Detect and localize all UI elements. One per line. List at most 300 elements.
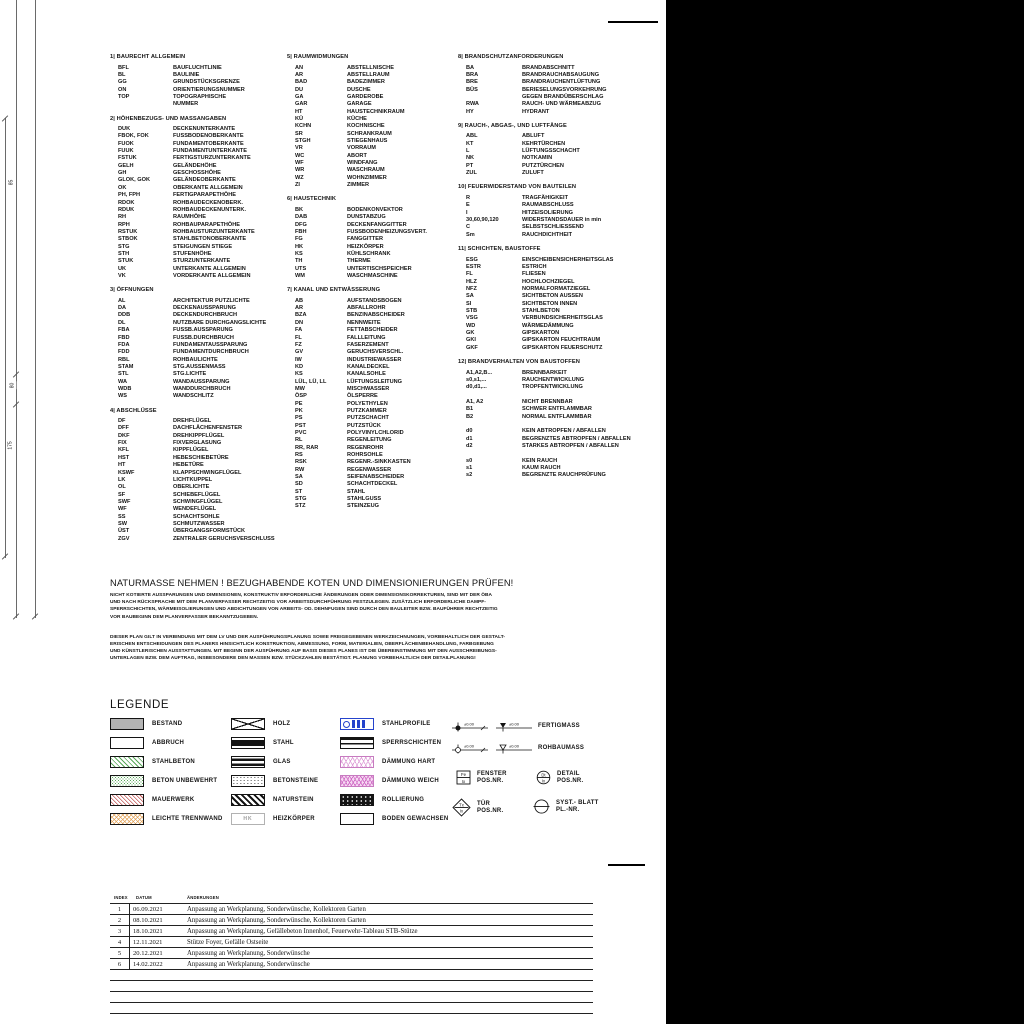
abbrev-row xyxy=(458,443,631,450)
abbrev-code: BA xyxy=(466,64,475,71)
revision-index: 3 xyxy=(110,926,130,936)
abbrev-code: FG xyxy=(295,236,303,243)
legend-item-label: LEICHTE TRENNWAND xyxy=(152,816,223,822)
abbrev-row xyxy=(287,214,458,221)
abbrev-row xyxy=(110,379,287,386)
abbrev-code: GKI xyxy=(466,337,476,344)
revision-row xyxy=(110,904,593,915)
abbrev-row xyxy=(110,229,287,236)
abbrev-code: SF xyxy=(118,491,126,498)
abbrev-row xyxy=(287,415,458,422)
abbrev-code: RSK xyxy=(295,459,307,466)
abbrev-description: AUFSTANDSBOGEN xyxy=(347,297,402,304)
legend-symbol-label: DETAIL POS.NR. xyxy=(557,770,584,784)
revision-row xyxy=(110,959,593,970)
abbrev-description: RAUCH- UND WÄRMEABZUG xyxy=(522,101,601,108)
abbrev-code: KSWF xyxy=(118,469,135,476)
svg-text:±0.00: ±0.00 xyxy=(509,743,519,749)
abbrev-row xyxy=(458,450,631,457)
revision-description: Anpassung an Werkplanung, Sonderwünsche, Kollektoren Garten xyxy=(187,916,366,924)
abbrev-code: DL xyxy=(118,319,126,326)
abbrev-code: RPH xyxy=(118,221,130,228)
abbrev-code: R xyxy=(466,194,471,201)
abbrev-code: STUK xyxy=(118,258,134,265)
abbrev-row xyxy=(287,298,458,305)
abbrev-description: WASCHRAUM xyxy=(347,167,385,174)
abbrev-code: KT xyxy=(466,140,474,147)
revision-date: 14.02.2022 xyxy=(133,960,163,968)
abbrev-description: FUNDAMENTUNTERKANTE xyxy=(173,148,247,155)
revision-row xyxy=(110,915,593,926)
abbrev-description: FASERZEMENT xyxy=(347,341,389,348)
abbrev-code: GLOK, GOK xyxy=(118,177,151,184)
abbrev-row xyxy=(458,202,631,209)
abbrev-code: WF xyxy=(295,159,304,166)
abbrev-row xyxy=(110,94,287,101)
abbrev-section xyxy=(287,287,458,510)
abbrev-section-title: 4| ABSCHLÜSSE xyxy=(110,407,157,414)
abbrev-code: WR xyxy=(295,167,305,174)
abbrev-description: WANDDURCHBRUCH xyxy=(173,385,231,392)
legend-column-1 xyxy=(110,718,223,825)
abbrev-description: DECKENDURCHBRUCH xyxy=(173,312,238,319)
abbrev-section xyxy=(458,123,631,178)
abbrev-code: RDUK xyxy=(118,206,135,213)
abbrev-description: STIEGENHAUS xyxy=(347,137,388,144)
beton-unbewehrt-swatch xyxy=(110,775,144,787)
glas-swatch xyxy=(231,756,265,768)
abbrev-description: HITZEISOLIERUNG xyxy=(522,209,573,216)
abbrev-code: s1 xyxy=(466,464,473,471)
abbrev-code: DUK xyxy=(118,126,131,133)
door-position-diamond-icon xyxy=(452,798,471,817)
naturstein-swatch xyxy=(231,794,265,806)
abbrev-description: STAHLBETONOBERKANTE xyxy=(173,236,247,243)
abbrev-code: PVC xyxy=(295,429,307,436)
abbrev-description: WANDSCHLITZ xyxy=(173,393,214,400)
abbrev-code xyxy=(118,101,173,108)
abbrev-code: d0,d1,... xyxy=(466,384,487,391)
abbrev-description: WOHNZIMMER xyxy=(347,174,387,181)
abbrev-code: HST xyxy=(118,454,130,461)
abbrev-description: VORRAUM xyxy=(347,145,376,152)
svg-text:Fe: Fe xyxy=(460,772,467,778)
abbrev-description: HEIZKÖRPER xyxy=(347,243,384,250)
abbrev-row xyxy=(287,364,458,371)
abbrev-description: FUSSBODENHEIZUNGSVERT. xyxy=(347,228,427,235)
abbrev-row xyxy=(287,342,458,349)
legend-item-label: BESTAND xyxy=(152,721,183,727)
abbrev-description: ABLUFT xyxy=(522,133,545,140)
dimension-tick xyxy=(32,613,38,619)
abbrev-description: BODENKONVEKTOR xyxy=(347,206,403,213)
bestand-swatch xyxy=(110,718,144,730)
legend-symbol-fertigmass xyxy=(452,720,580,732)
abbrev-code: SA xyxy=(295,474,303,481)
abbrev-description: REGENLEITUNG xyxy=(347,437,392,444)
abbrev-row xyxy=(458,257,631,264)
abbrev-code: ABL xyxy=(466,133,478,140)
abbrev-description: OBERKANTE ALLGEMEIN xyxy=(173,184,243,191)
profile-bar-shape xyxy=(352,720,356,728)
abbrev-description: ROHBAUDECKENOBERK. xyxy=(173,199,243,206)
abbrev-column xyxy=(458,54,631,487)
legend-item xyxy=(110,794,223,806)
abbrev-code: KÜ xyxy=(295,115,304,122)
abbrev-code: ÖSP xyxy=(295,393,307,400)
abbrev-row xyxy=(287,244,458,251)
abbrev-code: VSG xyxy=(466,315,478,322)
legend-column-3 xyxy=(340,718,448,825)
abbrev-code: RL xyxy=(295,437,303,444)
legend-item-label: ABBRUCH xyxy=(152,740,185,746)
revision-rows xyxy=(110,904,593,1024)
revision-description: Anpassung an Werkplanung, Gefällebeton Innenhof, Feuerwehr-Tableau STB-Stütze xyxy=(187,927,418,935)
abbrev-code: MW xyxy=(295,385,305,392)
abbrev-code: FDD xyxy=(118,349,130,356)
revision-description: Anpassung an Werkplanung, Sonderwünsche xyxy=(187,949,310,957)
abbrev-description: BAULINIE xyxy=(173,71,200,78)
abbrev-row xyxy=(287,222,458,229)
profile-ring-shape xyxy=(343,721,350,728)
abbrev-description: KEHRTÜRCHEN xyxy=(522,140,566,147)
abbrev-description: GIPSKARTON FEUCHTRAUM xyxy=(522,337,601,344)
abbrev-description: FETTABSCHEIDER xyxy=(347,327,398,334)
abbrev-code: RWA xyxy=(466,101,479,108)
notes-line: ERISCHEN ENTSCHEIDUNGEN DES PLANERS HINSICHTLICH KONSTRUKTION, ABMESSUNG, FORM, MATERIALIEN, OBERFLÄCHENBEHANDLUNG, FARBGEBUNG xyxy=(110,642,494,648)
abbrev-description: PUTZSTÜCK xyxy=(347,422,381,429)
abbrev-code: WZ xyxy=(295,174,304,181)
abbrev-code: BL xyxy=(118,71,126,78)
abbrev-description: KOCHNISCHE xyxy=(347,123,385,130)
abbrev-description: BRANDABSCHNITT xyxy=(522,64,575,71)
abbrev-description: THERME xyxy=(347,258,371,265)
abbrev-description: HEBESCHIEBETÜRE xyxy=(173,454,229,461)
abbrev-description: OBERLICHTE xyxy=(173,484,210,491)
abbrev-row xyxy=(287,481,458,488)
abbrev-code: FUOK xyxy=(118,140,134,147)
abbrev-code: RH xyxy=(118,214,127,221)
abbrev-row xyxy=(110,425,287,432)
abbrev-code: FL xyxy=(466,271,473,278)
abbrev-row xyxy=(458,301,631,308)
abbrev-description: STAHL xyxy=(347,488,366,495)
abbrev-code: GELH xyxy=(118,162,134,169)
abbrev-description: VERBUNDSICHERHEITSGLAS xyxy=(522,315,603,322)
legend-item-label: BODEN GEWACHSEN xyxy=(382,816,449,822)
legend-item xyxy=(110,737,223,749)
abbrev-description: UNTERKANTE ALLGEMEIN xyxy=(173,265,246,272)
revision-row-empty xyxy=(110,970,593,981)
system-sheet-circle-icon xyxy=(533,798,550,815)
abbrev-code: ZGV xyxy=(118,535,130,542)
height-arrow-filled-icon xyxy=(496,720,532,732)
abbrev-description: RAUCHDICHTHEIT xyxy=(522,231,573,238)
abbrev-code: BAD xyxy=(295,79,308,86)
abbrev-description: SCHRANKRAUM xyxy=(347,130,392,137)
abbrev-description: STAHLGUSS xyxy=(347,496,382,503)
abbrev-section xyxy=(110,287,287,400)
abbrev-code: FBA xyxy=(118,327,130,334)
legend-symbol-fenster xyxy=(456,770,507,785)
leichte-trennwand-swatch xyxy=(110,813,144,825)
abbrev-code: KS xyxy=(295,371,303,378)
abbrev-description: BADEZIMMER xyxy=(347,79,385,86)
legend-item xyxy=(110,718,223,730)
abbrev-row xyxy=(110,371,287,378)
abbrev-section-title: 5| RAUMWIDMUNGEN xyxy=(287,54,349,60)
abbreviation-list xyxy=(110,54,631,550)
abbrev-row xyxy=(110,312,287,319)
legend-symbol-detail xyxy=(536,770,583,785)
abbrev-row xyxy=(458,428,631,435)
abbrev-section-title: 12| BRANDVERHALTEN VON BAUSTOFFEN xyxy=(458,359,580,365)
abbrev-row xyxy=(110,126,287,133)
fold-mark-middle xyxy=(608,864,645,866)
abbrev-row xyxy=(110,447,287,454)
abbrev-code: FA xyxy=(295,327,303,334)
abbrev-row xyxy=(287,94,458,101)
abbrev-row xyxy=(458,279,631,286)
abbrev-description: ARCHITEKTUR PUTZLICHTE xyxy=(173,297,250,304)
legend-item xyxy=(231,813,318,825)
abbrev-code: RR, RAR xyxy=(295,444,319,451)
abbrev-row xyxy=(287,459,458,466)
abbrev-row xyxy=(287,401,458,408)
abbrev-section xyxy=(110,116,287,281)
abbrev-description: LICHTKUPPEL xyxy=(173,476,213,483)
abbrev-description: ORIENTIERUNGSNUMMER xyxy=(173,86,245,93)
abbrev-row xyxy=(110,79,287,86)
abbrev-description: PUTZSCHACHT xyxy=(347,415,389,422)
abbrev-row xyxy=(287,72,458,79)
abbrev-code: FSTUK xyxy=(118,155,137,162)
abbrev-row xyxy=(287,229,458,236)
abbrev-code: FIX xyxy=(118,440,127,447)
abbrev-code: RW xyxy=(295,466,305,473)
abbrev-description: PUTZTÜRCHEN xyxy=(522,162,564,169)
abbrev-row xyxy=(110,200,287,207)
abbrev-row xyxy=(110,327,287,334)
margin-dimension-line xyxy=(35,0,36,618)
abbrev-description: SICHTBETON AUSSEN xyxy=(522,293,583,300)
abbrev-description: HAUSTECHNIKRAUM xyxy=(347,108,405,115)
abbrev-description: FALLLEITUNG xyxy=(347,334,386,341)
abbrev-row xyxy=(458,377,631,384)
abbrev-description: GESCHOSSHÖHE xyxy=(173,170,221,177)
abbrev-description: STURZUNTERKANTE xyxy=(173,258,231,265)
abbrev-code: FZ xyxy=(295,341,302,348)
abbrev-row xyxy=(458,148,631,155)
daemmung-weich-swatch xyxy=(340,775,374,787)
abbrev-code: LÜL, LÜ, LL xyxy=(295,378,327,385)
legend-symbol-label: FERTIGMASS xyxy=(538,722,580,729)
abbrev-row xyxy=(458,65,631,72)
abbrev-description: STAHLBETON xyxy=(522,307,560,314)
abbrev-row xyxy=(287,65,458,72)
abbrev-code: DAB xyxy=(295,214,308,221)
abbrev-description: DECKENUNTERKANTE xyxy=(173,126,236,133)
abbrev-description: MISCHWASSER xyxy=(347,385,390,392)
abbrev-code: LK xyxy=(118,476,126,483)
abbrev-description: ROHBAUDECKENUNTERK. xyxy=(173,206,247,213)
abbrev-code: HT xyxy=(118,462,126,469)
abbrev-row xyxy=(458,308,631,315)
notes-line: UND KÜNSTLERISCHEN AUSSTATTUNGEN. MIT BEGINN DER AUSFÜHRUNG AUF BASIS DIESES PLANES IST DIE ÜBEREINSTIMMUNG MIT DEN AUSSCHREIBUNGS- xyxy=(110,649,497,655)
abbrev-row xyxy=(458,315,631,322)
abbrev-section xyxy=(110,408,287,543)
abbrev-row xyxy=(287,131,458,138)
abbrev-code: WD xyxy=(466,322,476,329)
abbrev-code: STL xyxy=(118,371,129,378)
margin-dimension-label: 175 xyxy=(7,441,14,450)
abbrev-description: NENNWEITE xyxy=(347,319,381,326)
abbrev-row xyxy=(287,266,458,273)
legend-item-label: SPERRSCHICHTEN xyxy=(382,740,442,746)
abbrev-section-title: 10| FEUERWIDERSTAND VON BAUTEILEN xyxy=(458,184,577,191)
abbrev-row xyxy=(110,462,287,469)
abbrev-description: DECKENAUSSPARUNG xyxy=(173,305,236,312)
abbrev-row xyxy=(287,489,458,496)
abbrev-description: FERTIGSTURZUNTERKANTE xyxy=(173,155,251,162)
notes-line: SPERRSCHICHTEN, WÄRMEISOLIERUNGEN UND ABDICHTUNGEN VON ARBEITS- OD. DEHNFUGEN SIND DURCH DEN BAULEITER BZW. BAUFÜHRER RECHTZEITIG xyxy=(110,607,498,613)
abbrev-description: INDUSTRIEWASSER xyxy=(347,356,402,363)
revision-header-datum: DATUM xyxy=(136,895,152,900)
abbrev-description: DREHFLÜGEL xyxy=(173,418,212,425)
abbrev-description: ÖLSPERRE xyxy=(347,393,378,400)
abbrev-section-title: 11| SCHICHTEN, BAUSTOFFE xyxy=(458,246,541,253)
revision-description: Anpassung an Werkplanung, Sonderwünsche, Kollektoren Garten xyxy=(187,905,366,913)
abbrev-section xyxy=(110,54,287,109)
legend-item-label: STAHL xyxy=(273,740,294,746)
abbrev-description: FANGGITTER xyxy=(347,236,384,243)
abbrev-row xyxy=(458,217,631,224)
revision-index: 4 xyxy=(110,937,130,947)
abbrev-description: ABFALLROHR xyxy=(347,305,386,312)
abbrev-row xyxy=(458,421,631,428)
profile-bar-shape xyxy=(362,720,366,728)
abbrev-section xyxy=(458,246,631,352)
abbrev-code: AN xyxy=(295,64,304,71)
legend-column-2 xyxy=(231,718,318,825)
abbrev-description: BEGRENZTE RAUCHPRÜFUNG xyxy=(522,472,606,479)
stahlprofile-swatch xyxy=(340,718,374,730)
abbrev-code: ESTR xyxy=(466,263,481,270)
revision-row xyxy=(110,937,593,948)
abbrev-section xyxy=(287,54,458,189)
abbrev-description: WIDERSTANDSDAUER in min xyxy=(522,217,602,223)
fold-mark-top xyxy=(608,21,658,23)
abbrev-description: GIPSKARTON xyxy=(522,329,560,336)
abbrev-code: GG xyxy=(118,79,127,86)
abbrev-description: GERUCHSVERSCHL. xyxy=(347,349,404,356)
abbrev-description: TRAGFÄHIGKEIT xyxy=(522,194,568,201)
abbrev-section xyxy=(458,184,631,239)
abbrev-code: FBD xyxy=(118,334,130,341)
abbrev-description: GEGEN BRANDÜBERSCHLAG xyxy=(522,93,604,100)
abbrev-row xyxy=(287,312,458,319)
legend-item xyxy=(340,756,448,768)
notes-paragraph-2 xyxy=(110,634,610,663)
legend-item xyxy=(340,775,448,787)
abbrev-description: PUTZKAMMER xyxy=(347,407,387,414)
margin-dimension-label: 80 xyxy=(9,382,16,389)
abbrev-row xyxy=(458,323,631,330)
abbrev-row xyxy=(287,236,458,243)
svg-text:±0.00: ±0.00 xyxy=(464,721,474,727)
abbrev-description: ROHRSOHLE xyxy=(347,452,383,458)
abbrev-description: KANALSOHLE xyxy=(347,371,386,378)
legend-symbol-label: TÜR POS.NR. xyxy=(477,800,504,814)
abbrev-row xyxy=(110,236,287,243)
abbrev-description: ROHBAULICHTE xyxy=(173,356,218,363)
revision-description: Anpassung an Werkplanung, Sonderwünsche xyxy=(187,960,310,968)
abbrev-row xyxy=(458,133,631,140)
abbrev-description: VORDERKANTE ALLGEMEIN xyxy=(173,272,251,279)
abbrev-code: STZ xyxy=(295,503,306,510)
stahl-swatch xyxy=(231,737,265,749)
abbrev-description: UNTERTISCHSPEICHER xyxy=(347,265,412,272)
abbrev-code: A1, A2 xyxy=(466,398,484,405)
margin-dimension-line xyxy=(16,0,17,618)
svg-text:Ix: Ix xyxy=(461,778,466,784)
abbrev-code: GAR xyxy=(295,101,308,108)
abbrev-row xyxy=(287,357,458,364)
dimension-tick xyxy=(2,553,8,559)
abbrev-code: KD xyxy=(295,363,304,370)
abbrev-description: HEBETÜRE xyxy=(173,462,204,469)
abbrev-row xyxy=(110,536,287,543)
revision-date: 06.09.2021 xyxy=(133,905,163,913)
abbrev-row xyxy=(110,320,287,327)
abbrev-code: RSTUK xyxy=(118,228,138,235)
legend-item xyxy=(110,756,223,768)
abbrev-description: WASCHMASCHINE xyxy=(347,272,398,279)
legend-symbol-rohbaumass xyxy=(452,742,584,754)
abbrev-section xyxy=(287,196,458,280)
abbrev-description: WANDAUSSPARUNG xyxy=(173,378,230,385)
abbrev-code: WDB xyxy=(118,385,132,392)
abbrev-code: BZA xyxy=(295,312,307,319)
abbrev-code: HK xyxy=(295,243,304,250)
notes-block xyxy=(110,578,610,663)
abbrev-code: NK xyxy=(466,155,475,162)
abbrev-row xyxy=(287,445,458,452)
abbrev-row xyxy=(287,167,458,174)
abbrev-code: SD xyxy=(295,481,303,488)
abbrev-code: ESG xyxy=(466,256,478,263)
abbrev-row xyxy=(458,195,631,202)
abbrev-row xyxy=(287,273,458,280)
revision-row-empty xyxy=(110,1014,593,1024)
abbrev-row xyxy=(110,433,287,440)
abbrev-code: KFL xyxy=(118,447,129,454)
abbrev-code: STGH xyxy=(295,137,311,144)
abbrev-description: NORMALFORMATZIEGEL xyxy=(522,285,591,292)
abbrev-description: SCHWER ENTFLAMMBAR xyxy=(522,406,592,413)
notes-line: NICHT KOTIERTE AUSSPARUNGEN UND DIMENSIONEN, KONSTRUKTIV ERFORDERLICHE ÄNDERUNGEN ODER DIMENSIONSKORREKTUREN, SIND MIT DER ÖBA xyxy=(110,593,493,598)
notes-heading: NATURMASSE NEHMEN ! BEZUGHABENDE KOTEN UND DIMENSIONIERUNGEN PRÜFEN! xyxy=(110,578,514,588)
revision-header-index: INDEX xyxy=(114,895,128,900)
abbrev-description: GARDEROBE xyxy=(347,93,384,100)
abbrev-code: SR xyxy=(295,130,303,137)
abbrev-row xyxy=(458,472,631,479)
dimension-tick xyxy=(13,613,19,619)
abbrev-description: ZIMMER xyxy=(347,182,370,188)
abbrev-description: STG.AUSSENMASS xyxy=(173,363,226,370)
abbrev-row xyxy=(458,264,631,271)
abbrev-code: SA xyxy=(466,293,474,300)
